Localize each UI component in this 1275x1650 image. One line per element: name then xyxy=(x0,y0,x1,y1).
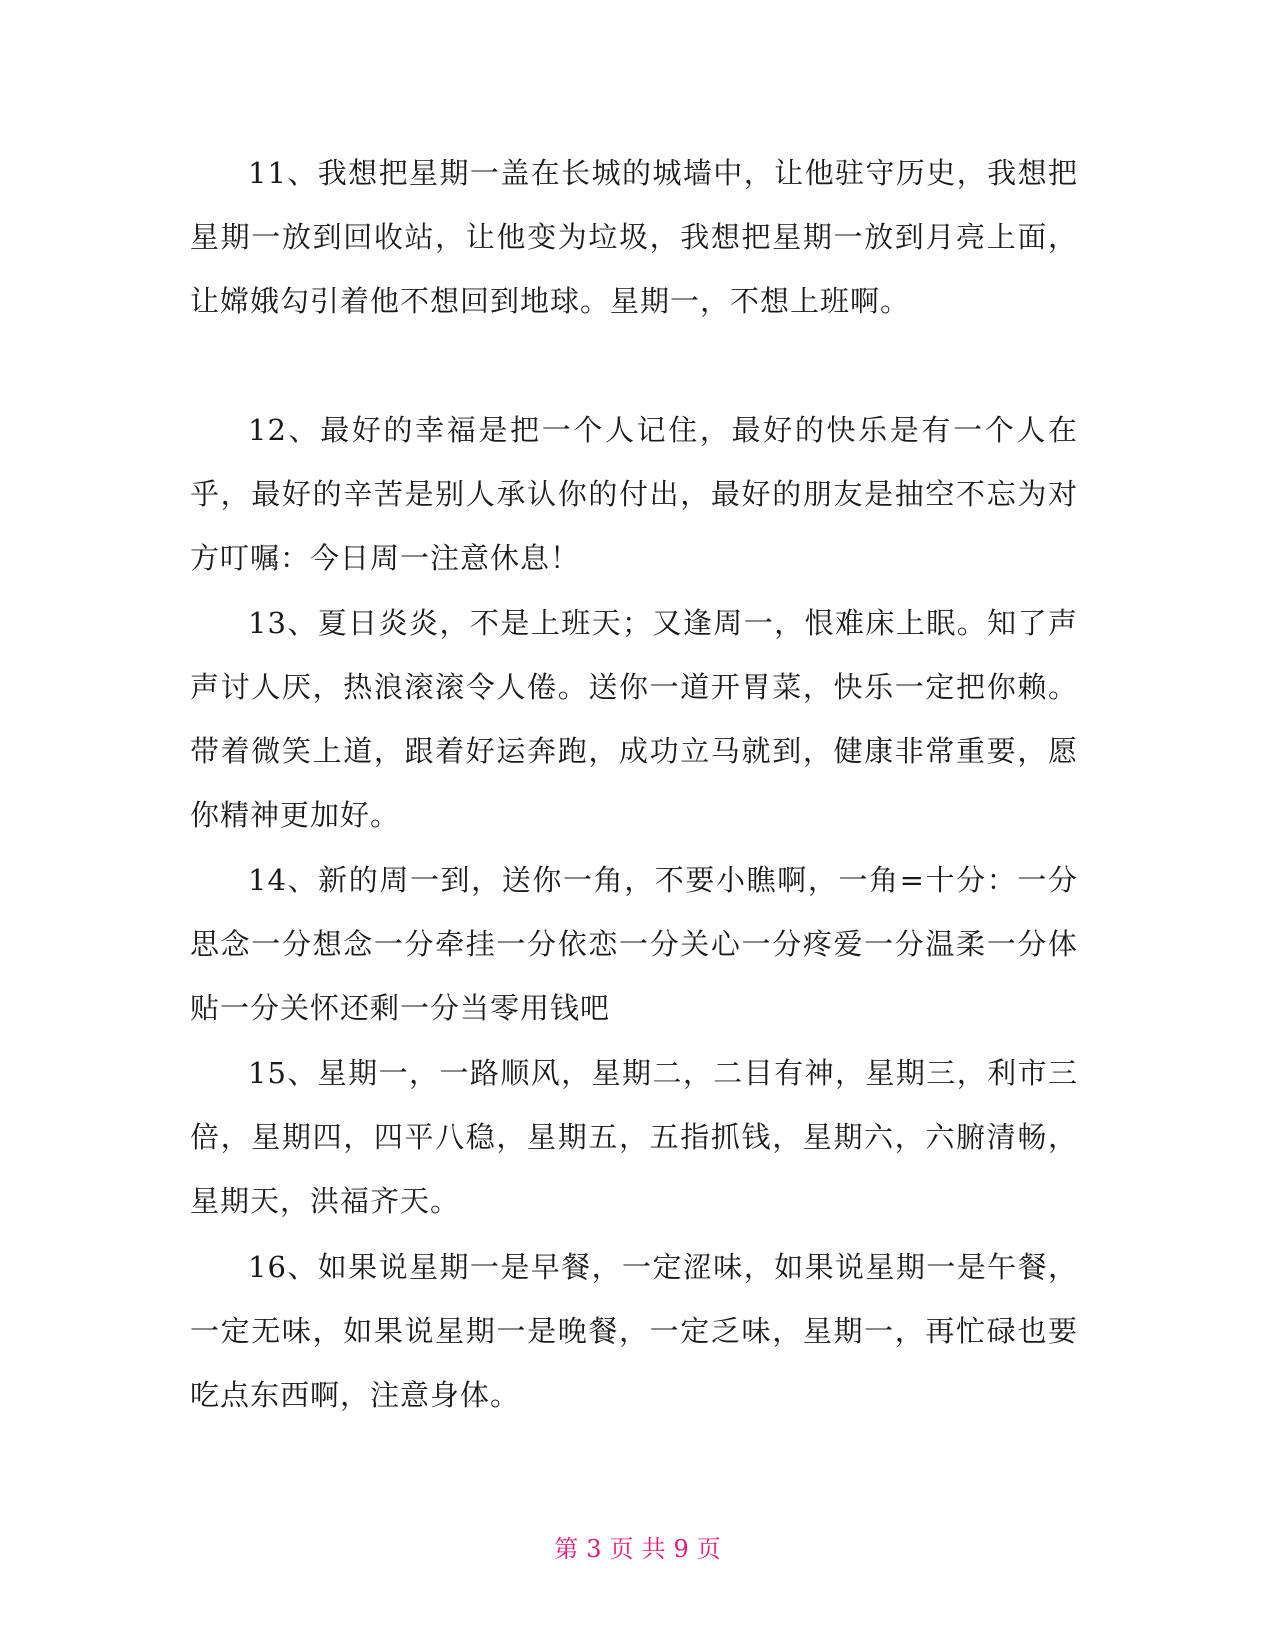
footer-total-word: 共 xyxy=(641,1535,666,1563)
footer-prefix: 第 xyxy=(554,1535,579,1563)
page-footer xyxy=(0,1529,1275,1564)
footer-total-pages: 9 xyxy=(673,1535,689,1563)
paragraph-13: 13、夏日炎炎，不是上班天；又逢周一，恨难床上眠。知了声声讨人厌，热浪滚滚令人倦。送你一道开胃菜，快乐一定把你赖。带着微笑上道，跟着好运奔跑，成功立马就到，健康非常重要，愿你精神更加好。 xyxy=(190,606,1078,832)
paragraph-11: 11、我想把星期一盖在长城的城墙中，让他驻守历史，我想把星期一放到回收站，让他变为垃圾，我想把星期一放到月亮上面，让嫦娥勾引着他不想回到地球。星期一，不想上班啊。 xyxy=(190,156,1078,318)
paragraph-16: 16、如果说星期一是早餐，一定涩味，如果说星期一是午餐，一定无味，如果说星期一是晚餐，一定乏味，星期一，再忙碌也要吃点东西啊，注意身体。 xyxy=(190,1250,1078,1412)
footer-page-word: 页 xyxy=(609,1535,634,1563)
paragraph-14: 14、新的周一到，送你一角，不要小瞧啊，一角=十分：一分思念一分想念一分牵挂一分依恋一分关心一分疼爱一分温柔一分体贴一分关怀还剩一分当零用钱吧 xyxy=(190,863,1078,1025)
paragraph-15: 15、星期一，一路顺风，星期二，二目有神，星期三，利市三倍，星期四，四平八稳，星期五，五指抓钱，星期六，六腑清畅，星期天，洪福齐天。 xyxy=(190,1056,1078,1218)
footer-suffix: 页 xyxy=(696,1535,721,1563)
footer-current-page: 3 xyxy=(586,1535,602,1563)
paragraph-12: 12、最好的幸福是把一个人记住，最好的快乐是有一个人在乎，最好的辛苦是别人承认你的付出，最好的朋友是抽空不忘为对方叮嘱：今日周一注意休息！ xyxy=(190,413,1078,575)
